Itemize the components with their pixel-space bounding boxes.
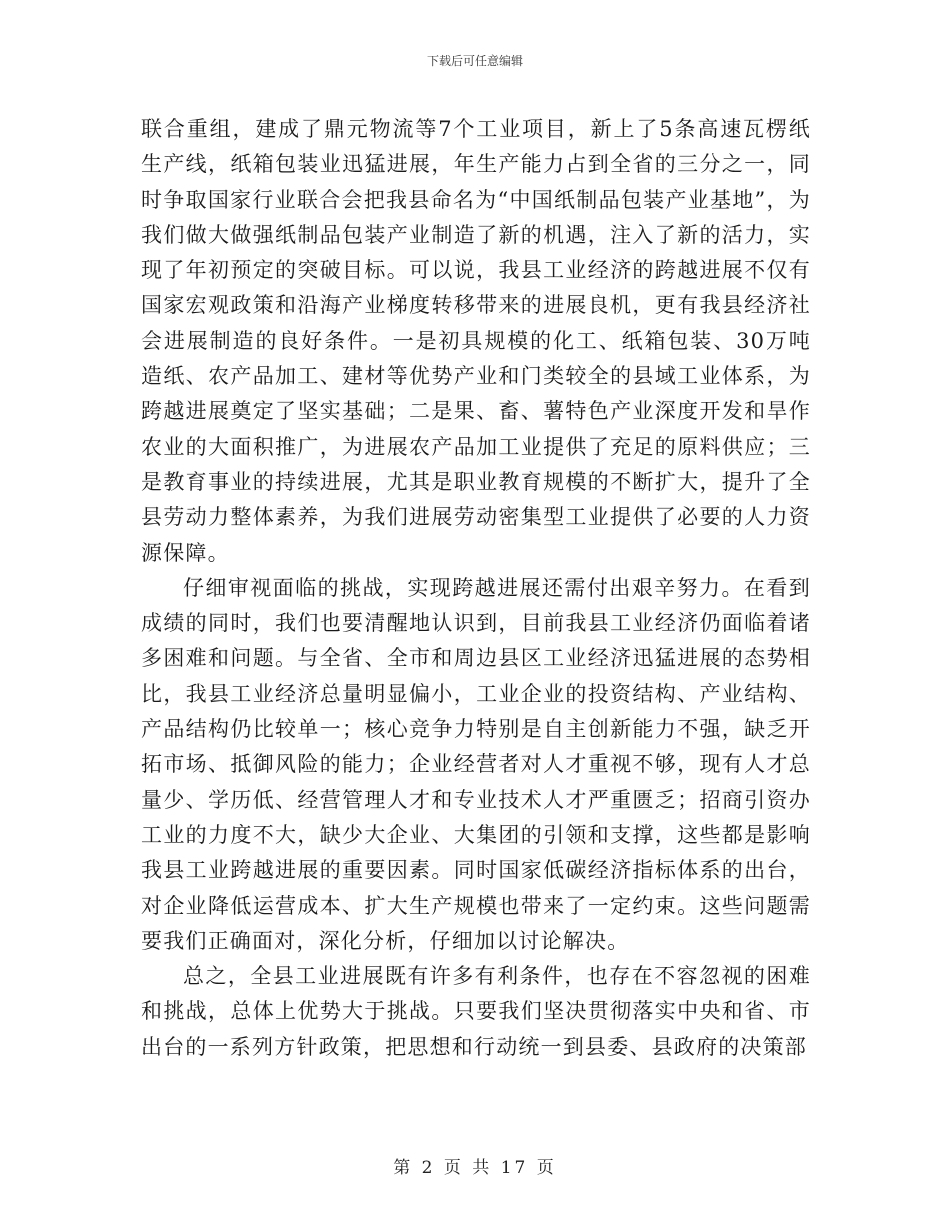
paragraph: 联合重组，建成了鼎元物流等7个工业项目，新上了5条高速瓦楞纸生产线，纸箱包装业迅猛进展，年生产能力占到全省的三分之一，同时争取国家行业联合会把我县命名为“中国纸制品包装产业基地”，为我们做大做强纸制品包装产业制造了新的机遇，注入了新的活力，实现了年初预定的突破目标。可以说，我县工业经济的跨越进展不仅有国家宏观政策和沿海产业梯度转移带来的进展良机，更有我县经济社会进展制造的良好条件。一是初具规模的化工、纸箱包装、30万吨造纸、农产品加工、建材等优势产业和门类较全的县域工业体系，为跨越进展奠定了坚实基础；二是果、畜、薯特色产业深度开发和旱作农业的大面积推广，为进展农产品加工业提供了充足的原料供应；三是教育事业的持续进展，尤其是职业教育规模的不断扩大，提升了全县劳动力整体素养，为我们进展劳动密集型工业提供了必要的人力资源保障。	[141, 117, 811, 565]
paragraph: 总之，全县工业进展既有许多有利条件，也存在不容忽视的困难和挑战，总体上优势大于挑战。只要我们坚决贯彻落实中央和省、市出台的一系列方针政策，把思想和行动统一到县委、县政府的决策部	[141, 964, 811, 1059]
paragraph: 仔细审视面临的挑战，实现跨越进展还需付出艰辛努力。在看到成绩的同时，我们也要清醒地认识到，目前我县工业经济仍面临着诸多困难和问题。与全省、全市和周边县区工业经济迅猛进展的态势相比，我县工业经济总量明显偏小，工业企业的投资结构、产业结构、产品结构仍比较单一；核心竞争力特别是自主创新能力不强，缺乏开拓市场、抵御风险的能力；企业经营者对人才重视不够，现有人才总量少、学历低、经营管理人才和专业技术人才严重匮乏；招商引资办工业的力度不大，缺少大企业、大集团的引领和支撑，这些都是影响我县工业跨越进展的重要因素。同时国家低碳经济指标体系的出台，对企业降低运营成本、扩大生产规模也带来了一定约束。这些问题需要我们正确面对，深化分析，仔细加以讨论解决。	[141, 575, 811, 953]
page-header: 下载后可任意编辑	[426, 54, 523, 68]
page-footer: 第 2 页 共 17 页	[393, 1158, 557, 1178]
document-body	[141, 112, 811, 1065]
